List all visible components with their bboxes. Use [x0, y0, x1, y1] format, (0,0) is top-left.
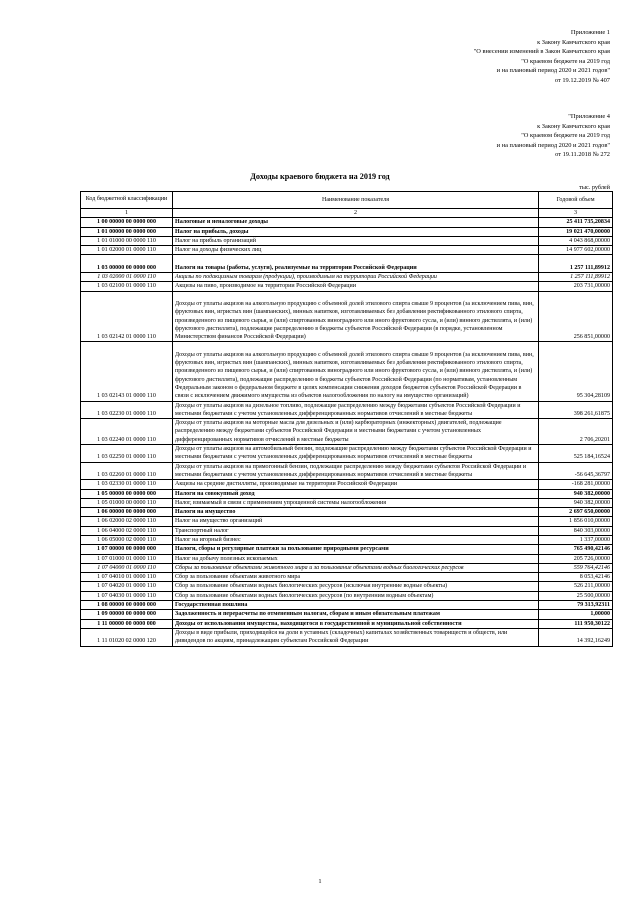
row-code-text: 1 03 02260 01 0000 110 [97, 471, 156, 478]
row-amount-text: 25 411 735,20834 [566, 219, 610, 226]
row-amount [539, 573, 613, 582]
row-amount [539, 227, 613, 236]
row-amount [539, 480, 613, 489]
table-header-row [81, 192, 613, 209]
row-code [81, 582, 173, 591]
table-row [81, 573, 613, 582]
row-amount [539, 489, 613, 498]
row-name [173, 610, 539, 619]
table-row [81, 445, 613, 463]
row-amount [539, 445, 613, 463]
row-name [173, 601, 539, 610]
row-amount-text: 205 726,00000 [573, 555, 610, 562]
row-name [173, 563, 539, 572]
row-code-text: 1 09 00000 00 0000 000 [97, 611, 156, 618]
row-amount [539, 526, 613, 535]
row-amount-text: 4 043 868,00000 [569, 237, 610, 244]
row-code-text: 1 11 01020 02 0000 120 [97, 638, 156, 645]
row-amount [539, 517, 613, 526]
row-code [81, 445, 173, 463]
table-row [81, 273, 613, 282]
row-code [81, 601, 173, 610]
table-row [81, 545, 613, 554]
row-code-text: 1 06 02000 02 0000 110 [97, 518, 156, 525]
annex4-line: к Закону Камчатского края [537, 122, 610, 130]
row-amount-text: 765 490,42146 [573, 546, 610, 553]
row-code [81, 291, 173, 342]
row-amount [539, 563, 613, 572]
row-code [81, 255, 173, 273]
row-name [173, 227, 539, 236]
table-row [81, 517, 613, 526]
row-code-text: 1 03 02230 01 0000 110 [97, 410, 156, 417]
row-code [81, 401, 173, 419]
row-amount [539, 291, 613, 342]
row-code [81, 419, 173, 445]
row-amount [539, 419, 613, 445]
row-name-text: Налоговые и неналоговые доходы [175, 219, 268, 226]
row-amount-text: 19 021 470,00000 [566, 228, 610, 235]
row-code-text: 1 06 00000 00 0000 000 [97, 509, 156, 516]
row-amount-text: 111 950,30122 [574, 620, 610, 627]
row-name [173, 273, 539, 282]
row-amount [539, 535, 613, 544]
row-amount [539, 545, 613, 554]
row-code-text: 1 07 01000 01 0000 110 [97, 555, 156, 562]
row-name [173, 480, 539, 489]
row-name [173, 282, 539, 291]
header-num-2: 2 [173, 209, 539, 218]
header-name: Наименование показателя [173, 192, 539, 209]
row-name [173, 401, 539, 419]
row-amount [539, 628, 613, 646]
row-code [81, 554, 173, 563]
row-amount [539, 462, 613, 480]
table-row [81, 480, 613, 489]
row-name [173, 545, 539, 554]
row-code [81, 573, 173, 582]
row-code-text: 1 07 04020 01 0000 110 [97, 583, 156, 590]
table-row [81, 619, 613, 628]
table-row [81, 526, 613, 535]
row-code-text: 1 06 04000 02 0000 110 [97, 527, 156, 534]
row-amount [539, 582, 613, 591]
row-code-text: 1 07 04030 01 0000 110 [97, 592, 156, 599]
row-code [81, 498, 173, 507]
row-amount-text: 559 764,42146 [573, 564, 610, 571]
row-amount-text: 14 977 602,00000 [566, 247, 610, 254]
row-name [173, 246, 539, 255]
row-code-text: 1 03 02142 01 0000 110 [97, 334, 156, 341]
row-amount-text: 14 392,16249 [576, 638, 610, 645]
row-amount-text: 526 211,00000 [573, 583, 610, 590]
table-row [81, 628, 613, 646]
row-name-text: Сборы за пользование объектами животного мира и за пользование объектами водных биологических ресурсов [175, 564, 464, 571]
row-amount-text: 95 304,28109 [576, 393, 610, 400]
row-name [173, 291, 539, 342]
units-label: тыс. рублей [579, 184, 610, 191]
row-name [173, 445, 539, 463]
row-code [81, 489, 173, 498]
row-code [81, 610, 173, 619]
row-name [173, 582, 539, 591]
row-name-text: Налоги на имущество [175, 509, 236, 516]
row-name [173, 554, 539, 563]
table-row [81, 554, 613, 563]
row-name-text: Акцизы на средние дистилляты, производимые на территории Российской Федерации [175, 481, 398, 488]
header-num-3: 3 [539, 209, 613, 218]
row-name [173, 462, 539, 480]
row-code-text: 1 03 02240 01 0000 110 [97, 436, 156, 443]
row-name-text: Транспортный налог [175, 527, 229, 534]
row-amount-text: 940 382,00000 [573, 490, 610, 497]
annex-1-header [474, 28, 610, 86]
row-code-text: 1 03 02100 01 0000 110 [97, 283, 156, 290]
row-code [81, 591, 173, 600]
annex-4-header [497, 112, 610, 160]
row-name-text: Налог на прибыль организаций [175, 237, 256, 244]
row-name-text: Акцизы по подакцизным товарам (продукции), производимым на территории Российской Федерации [175, 274, 437, 281]
row-code-text: 1 08 00000 00 0000 000 [97, 602, 156, 609]
row-code [81, 535, 173, 544]
row-code [81, 628, 173, 646]
row-code-text: 1 03 02250 01 0000 110 [97, 454, 156, 461]
row-code [81, 227, 173, 236]
row-name-text: Налог на добычу полезных ископаемых [175, 555, 278, 562]
row-code-text: 1 05 00000 00 0000 000 [97, 490, 156, 497]
row-amount-text: 398 261,61875 [573, 410, 610, 417]
row-amount [539, 591, 613, 600]
header-num-1: 1 [81, 209, 173, 218]
row-name [173, 255, 539, 273]
row-amount [539, 401, 613, 419]
row-code-text: 1 03 02000 01 0000 110 [97, 274, 156, 281]
row-code [81, 236, 173, 245]
document-title: Доходы краевого бюджета на 2019 год [250, 172, 390, 181]
row-code [81, 480, 173, 489]
row-name [173, 535, 539, 544]
row-name-text: Налог на игорный бизнес [175, 536, 241, 543]
row-amount-text: 1 337,00000 [579, 536, 610, 543]
row-amount [539, 342, 613, 401]
row-name [173, 619, 539, 628]
annex4-line: от 19.11.2018 № 272 [555, 151, 610, 159]
row-code-text: 1 01 00000 00 0000 000 [97, 228, 156, 235]
row-name-text: Доходы от уплаты акцизов на прямогонный бензин, подлежащие распределению между бюджетами субъектов Российской Федерации и местными бюджетами с учетом установленных дифференцированных нормативов отчислений в местные бюджеты [175, 463, 527, 478]
table-row [81, 601, 613, 610]
row-code-text: 1 03 00000 00 0000 000 [97, 264, 156, 271]
row-amount [539, 610, 613, 619]
row-amount-text: 1,00000 [590, 611, 610, 618]
row-name-text: Доходы в виде прибыли, приходящейся на доли в уставных (складочных) капиталах хозяйственных товариществ и обществ, или дивидендов по акциям, принадлежащим субъектам Российской Федерации [175, 629, 508, 645]
row-code [81, 273, 173, 282]
row-name-text: Налоги, сборы и регулярные платежи за пользование природными ресурсами [175, 546, 389, 553]
table-row [81, 508, 613, 517]
row-amount-text: 8 053,42146 [579, 574, 610, 581]
row-code [81, 246, 173, 255]
annex1-line: Приложение 1 [570, 29, 610, 36]
table-row [81, 489, 613, 498]
row-code [81, 619, 173, 628]
table-row [81, 498, 613, 507]
row-code-text: 1 01 01000 00 0000 110 [97, 237, 156, 244]
row-amount-text: 203 731,00000 [573, 283, 610, 290]
row-code [81, 508, 173, 517]
row-name [173, 508, 539, 517]
row-name [173, 218, 539, 227]
annex1-line: к Закону Камчатского края [537, 38, 610, 46]
row-name [173, 236, 539, 245]
table-row [81, 291, 613, 342]
row-name-text: Налог, взимаемый в связи с применением упрощенной системы налогообложения [175, 499, 387, 506]
table-row [81, 218, 613, 227]
row-amount-text: 1 856 010,00000 [569, 518, 610, 525]
row-amount-text: 1 257 111,89912 [569, 264, 610, 271]
row-amount-text: -168 281,00000 [571, 481, 610, 488]
table-row [81, 610, 613, 619]
table-row [81, 401, 613, 419]
row-name-text: Сбор за пользование объектами водных биологических ресурсов (исключая внутренние водные объекты) [175, 583, 448, 590]
row-name-text: Государственная пошлина [175, 602, 248, 609]
row-amount [539, 246, 613, 255]
row-amount-text: 256 851,00000 [573, 334, 610, 341]
row-amount [539, 273, 613, 282]
row-code-text: 1 11 00000 00 0000 000 [97, 620, 156, 627]
annex1-line: "О внесении изменений в Закон Камчатского края [473, 48, 610, 56]
row-code [81, 545, 173, 554]
row-code-text: 1 00 00000 00 0000 000 [97, 219, 156, 226]
row-amount [539, 554, 613, 563]
table-row [81, 255, 613, 273]
row-amount [539, 619, 613, 628]
annex4-line: "О краевом бюджете на 2019 год [521, 132, 610, 140]
annex4-line: "Приложение 4 [568, 113, 610, 120]
row-code-text: 1 01 02000 01 0000 110 [97, 247, 156, 254]
row-amount-text: 2 706,20201 [579, 436, 610, 443]
row-amount-text: 79 313,92311 [577, 602, 610, 609]
row-name-text: Налог на доходы физических лиц [175, 247, 262, 254]
annex1-line: от 19.12.2019 № 407 [554, 76, 610, 84]
row-name-text: Сбор за пользование объектами водных биологических ресурсов (по внутренним водным объектам) [175, 592, 434, 599]
row-code-text: 1 06 05000 02 0000 110 [97, 536, 156, 543]
row-name [173, 498, 539, 507]
row-amount [539, 282, 613, 291]
row-amount [539, 255, 613, 273]
row-amount [539, 236, 613, 245]
row-code-text: 1 07 04010 01 0000 110 [97, 574, 156, 581]
annex1-line: и на плановый период 2020 и 2021 годов" [496, 67, 610, 75]
table-row [81, 236, 613, 245]
table-row [81, 246, 613, 255]
row-code-text: 1 05 01000 00 0000 110 [97, 499, 156, 506]
row-amount-text: 940 382,00000 [573, 499, 610, 506]
row-name [173, 591, 539, 600]
row-code [81, 282, 173, 291]
row-code [81, 563, 173, 572]
table-row [81, 591, 613, 600]
row-amount-text: 840 303,00000 [573, 527, 610, 534]
table-row [81, 582, 613, 591]
table-row [81, 342, 613, 401]
table-row [81, 282, 613, 291]
page-number: 1 [318, 878, 322, 885]
table-row [81, 227, 613, 236]
annex4-line: и на плановый период 2020 и 2021 годов" [496, 141, 610, 149]
annex1-line: "О краевом бюджете на 2019 год [521, 57, 610, 65]
row-code [81, 462, 173, 480]
row-name [173, 517, 539, 526]
row-code [81, 218, 173, 227]
row-name-text: Доходы от уплаты акцизов на алкогольную продукцию с объемной долей этилового спирта свыше 9 процентов (за исключением пива, вин, фруктовых вин, игристых вин (шампанских), винных напитков, изготавливаемых без добавления ректификованного этилового спирта, произведенного из пищевого сырья, и (или) спиртованных виноградного или иного фруктового сусла, и (или) винного дистиллята, и (или) фруктового дистиллята), подлежащие распределению в бюджеты субъектов Российской Федерации (по нормативам, установленным Федеральным законом о федеральном бюджете в целях компенсации снижения доходов бюджетов субъектов Российской Федерации в связи с исключением движимого имущества из объектов налогообложения по налогу на имущество организаций) [175, 351, 534, 400]
row-amount-text: 25 500,00000 [576, 592, 610, 599]
header-amount: Годовой объем [539, 192, 613, 209]
row-code-text: 1 07 00000 00 0000 000 [97, 546, 156, 553]
row-amount-text: 525 184,16524 [573, 454, 610, 461]
row-name [173, 342, 539, 401]
row-code-text: 1 03 02143 01 0000 110 [97, 393, 156, 400]
row-name-text: Налоги на совокупный доход [175, 490, 255, 497]
row-name-text: Налоги на товары (работы, услуги), реализуемые на территории Российской Федерации [175, 264, 417, 271]
row-code [81, 517, 173, 526]
table-body [81, 218, 613, 646]
row-code-text: 1 07 04000 01 0000 110 [97, 564, 156, 571]
table-row [81, 563, 613, 572]
row-name [173, 489, 539, 498]
row-name-text: Налог на прибыль, доходы [175, 228, 249, 235]
table-header-numbers-row [81, 209, 613, 218]
row-code [81, 342, 173, 401]
row-code [81, 526, 173, 535]
row-name [173, 573, 539, 582]
row-name [173, 526, 539, 535]
table-row [81, 535, 613, 544]
row-name [173, 628, 539, 646]
row-name-text: Доходы от уплаты акцизов на автомобильный бензин, подлежащие распределению между бюджетами субъектов Российской Федерации и местными бюджетами с учетом установленных дифференцированных нормативов отчислений в местные бюджеты [175, 446, 532, 461]
row-name-text: Доходы от уплаты акцизов на дизельное топливо, подлежащие распределению между бюджетами субъектов Российской Федерации и местными бюджетами с учетом установленных дифференцированных нормативов отчислений в местные бюджеты [175, 402, 521, 417]
row-name-text: Доходы от уплаты акцизов на моторные масла для дизельных и (или) карбюраторных (инжекторных) двигателей, подлежащие распределению между бюджетами субъектов Российской Федерации и местными бюджетами с учетом установленных дифференцированных нормативов отчислений в местные бюджеты [175, 420, 502, 443]
table-row [81, 419, 613, 445]
row-name-text: Налог на имущество организаций [175, 518, 263, 525]
row-amount-text: 1 257 111,89912 [570, 274, 610, 281]
header-code: Код бюджетной классификации [81, 192, 173, 209]
row-name-text: Задолженность и перерасчеты по отмененным налогам, сборам и иным обязательным платежам [175, 611, 441, 618]
row-name-text: Доходы от уплаты акцизов на алкогольную продукцию с объемной долей этилового спирта свыше 9 процентов (за исключением пива, вин, фруктовых вин, игристых вин (шампанских), винных напитков, изготавливаемых без добавления ректификованного этилового спирта, произведенного из пищевого сырья, и (или) спиртованных виноградного или иного фруктового сусла, и (или) винного дистиллята, и (или) фруктового дистиллята), подлежащие распределению в бюджеты субъектов Российской Федерации (в порядке, установленном Министерством финансов Российской Федерации) [175, 300, 534, 341]
row-amount-text: -56 645,36797 [574, 471, 610, 478]
row-amount-text: 2 697 650,00000 [569, 509, 610, 516]
row-amount [539, 218, 613, 227]
table-row [81, 462, 613, 480]
revenue-table [80, 191, 613, 647]
row-code-text: 1 03 02330 01 0000 110 [97, 481, 156, 488]
row-name-text: Доходы от использования имущества, находящегося в государственной и муниципальной собственности [175, 620, 462, 627]
row-amount [539, 601, 613, 610]
row-name-text: Сбор за пользование объектами животного мира [175, 574, 301, 581]
row-amount [539, 508, 613, 517]
row-amount [539, 498, 613, 507]
row-name-text: Акцизы на пиво, производимое на территории Российской Федерации [175, 283, 357, 290]
row-name [173, 419, 539, 445]
